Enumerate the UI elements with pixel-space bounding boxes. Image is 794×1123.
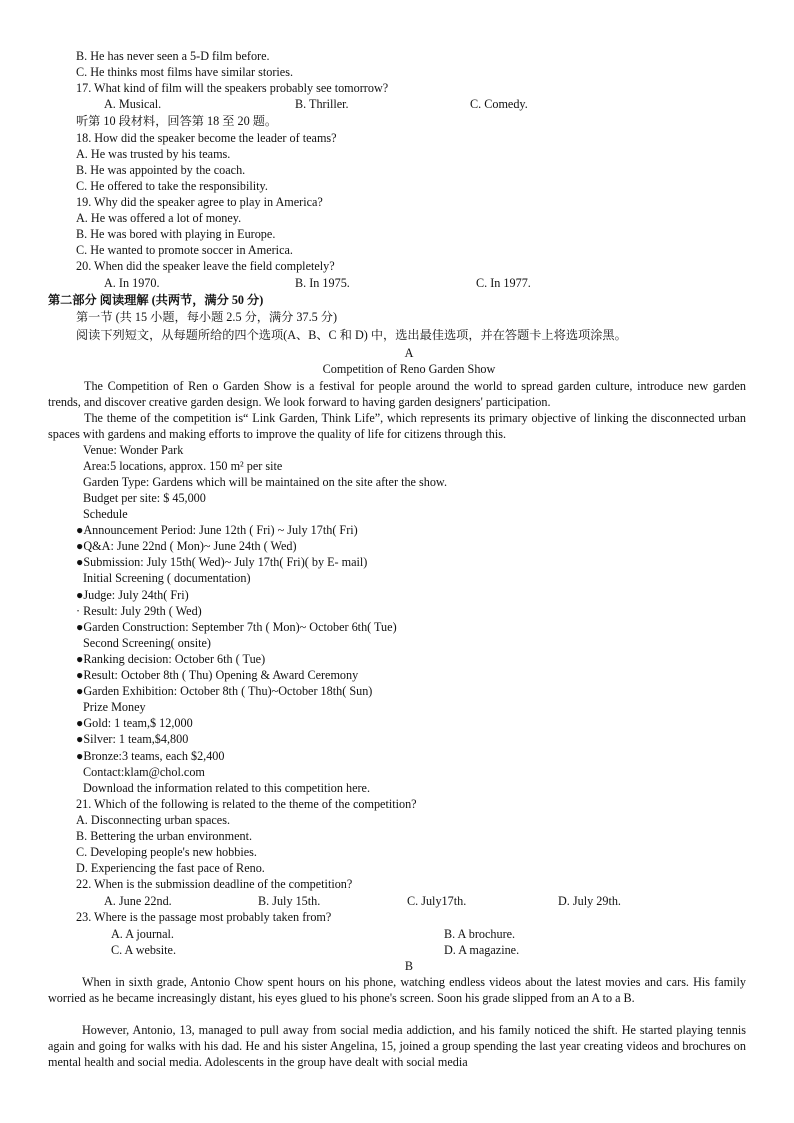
q22-question: 22. When is the submission deadline of the competition? — [76, 877, 353, 891]
q23-option-a: A. A journal. — [111, 927, 174, 941]
schedule-ranking: ●Ranking decision: October 6th ( Tue) — [76, 652, 266, 666]
q18-option-b: B. He was appointed by the coach. — [76, 163, 246, 177]
q16-option-b: B. He has never seen a 5-D film before. — [76, 49, 270, 63]
q21-question: 21. Which of the following is related to the theme of the competition? — [76, 797, 417, 811]
q17-option-b: B. Thriller. — [295, 97, 349, 111]
schedule-submission: ●Submission: July 15th( Wed)~ July 17th( Fri)( by E- mail) — [76, 555, 368, 569]
q21-option-b: B. Bettering the urban environment. — [76, 829, 252, 843]
schedule-result-2: ●Result: October 8th ( Thu) Opening & Award Ceremony — [76, 668, 359, 682]
download-note: Download the information related to this competition here. — [83, 781, 371, 795]
q17-question: 17. What kind of film will the speakers probably see tomorrow? — [76, 81, 389, 95]
schedule-exhibition: ●Garden Exhibition: October 8th ( Thu)~October 18th( Sun) — [76, 684, 373, 698]
prize-gold: ●Gold: 1 team,$ 12,000 — [76, 716, 193, 730]
passage-b-paragraph-2: However, Antonio, 13, managed to pull away from social media addiction, and his family noticed the shift. He started playing tennis again and going for walks with his dad. He and his sister Angelina, 15, joined a group spending the last year creating videos and brochures on mental health and social media. Adolescents in the group have dealt with social media — [48, 1023, 746, 1070]
q22-option-d: D. July 29th. — [558, 894, 621, 908]
q22-option-a: A. June 22nd. — [104, 894, 172, 908]
q20-option-c: C. In 1977. — [476, 276, 531, 290]
q19-option-c: C. He wanted to promote soccer in America. — [76, 243, 293, 257]
info-area: Area:5 locations, approx. 150 m² per site — [83, 459, 283, 473]
schedule-result-1: · Result: July 29th ( Wed) — [76, 604, 202, 618]
passage-a-title: Competition of Reno Garden Show — [322, 362, 496, 376]
q23-question: 23. Where is the passage most probably taken from? — [76, 910, 332, 924]
info-budget: Budget per site: $ 45,000 — [83, 491, 206, 505]
passage-a-letter: A — [404, 346, 414, 360]
contact-email: Contact:klam@chol.com — [83, 765, 205, 779]
passage-b-letter: B — [404, 959, 414, 973]
info-venue: Venue: Wonder Park — [83, 443, 184, 457]
passage-b-paragraph-1: When in sixth grade, Antonio Chow spent hours on his phone, watching endless videos about the latest movies and cars. His family worried as he became increasingly distant, his eyes glued to his phone's screen. Soon his grade slipped from an A to a B. — [48, 975, 746, 1006]
q23-option-d: D. A magazine. — [444, 943, 520, 957]
q21-option-d: D. Experiencing the fast pace of Reno. — [76, 861, 265, 875]
q22-option-b: B. July 15th. — [258, 894, 321, 908]
q20-option-b: B. In 1975. — [295, 276, 350, 290]
q21-option-a: A. Disconnecting urban spaces. — [76, 813, 230, 827]
schedule-garden-construction: ●Garden Construction: September 7th ( Mon)~ October 6th( Tue) — [76, 620, 397, 634]
q19-option-b: B. He was bored with playing in Europe. — [76, 227, 276, 241]
schedule-qa: ●Q&A: June 22nd ( Mon)~ June 24th ( Wed) — [76, 539, 297, 553]
q21-option-c: C. Developing people's new hobbies. — [76, 845, 257, 859]
schedule-heading: Schedule — [83, 507, 128, 521]
part-two-title: 第二部分 阅读理解 (共两节，满分 50 分) — [48, 293, 264, 307]
q19-question: 19. Why did the speaker agree to play in America? — [76, 195, 323, 209]
schedule-initial-screening: Initial Screening ( documentation) — [83, 571, 251, 585]
schedule-judge: ●Judge: July 24th( Fri) — [76, 588, 189, 602]
schedule-announcement: ●Announcement Period: June 12th ( Fri) ~ July 17th( Fri) — [76, 523, 358, 537]
prize-bronze: ●Bronze:3 teams, each $2,400 — [76, 749, 225, 763]
q18-option-c: C. He offered to take the responsibility. — [76, 179, 268, 193]
q18-question: 18. How did the speaker become the leader of teams? — [76, 131, 337, 145]
passage-a-paragraph-2: The theme of the competition is“ Link Garden, Think Life”, which represents its primary objective of linking the disconnected urban spaces with gardens and making efforts to improve the quality of life for citizens through this. — [48, 411, 746, 442]
passage-a-paragraph-1: The Competition of Ren o Garden Show is a festival for people around the world to spread garden culture, introduce new garden trends, and discover creative garden design. We look forward to having garden designers' participation. — [48, 379, 746, 410]
prize-heading: Prize Money — [83, 700, 146, 714]
q17-option-c: C. Comedy. — [470, 97, 528, 111]
q19-option-a: A. He was offered a lot of money. — [76, 211, 242, 225]
q20-question: 20. When did the speaker leave the field completely? — [76, 259, 335, 273]
info-garden-type: Garden Type: Gardens which will be maintained on the site after the show. — [83, 475, 447, 489]
q18-option-a: A. He was trusted by his teams. — [76, 147, 231, 161]
q16-option-c: C. He thinks most films have similar stories. — [76, 65, 293, 79]
q23-option-b: B. A brochure. — [444, 927, 516, 941]
q17-option-a: A. Musical. — [104, 97, 162, 111]
q22-option-c: C. July17th. — [407, 894, 467, 908]
reading-instructions: 阅读下列短文，从每题所给的四个选项(A、B、C 和 D) 中，选出最佳选项，并在答题卡上将选项涂黑。 — [76, 328, 627, 342]
q20-option-a: A. In 1970. — [104, 276, 160, 290]
section-10-instruction: 听第 10 段材料，回答第 18 至 20 题。 — [76, 114, 278, 128]
schedule-second-screening: Second Screening( onsite) — [83, 636, 211, 650]
section-one-heading: 第一节 (共 15 小题，每小题 2.5 分，满分 37.5 分) — [76, 310, 338, 324]
q23-option-c: C. A website. — [111, 943, 177, 957]
prize-silver: ●Silver: 1 team,$4,800 — [76, 732, 189, 746]
